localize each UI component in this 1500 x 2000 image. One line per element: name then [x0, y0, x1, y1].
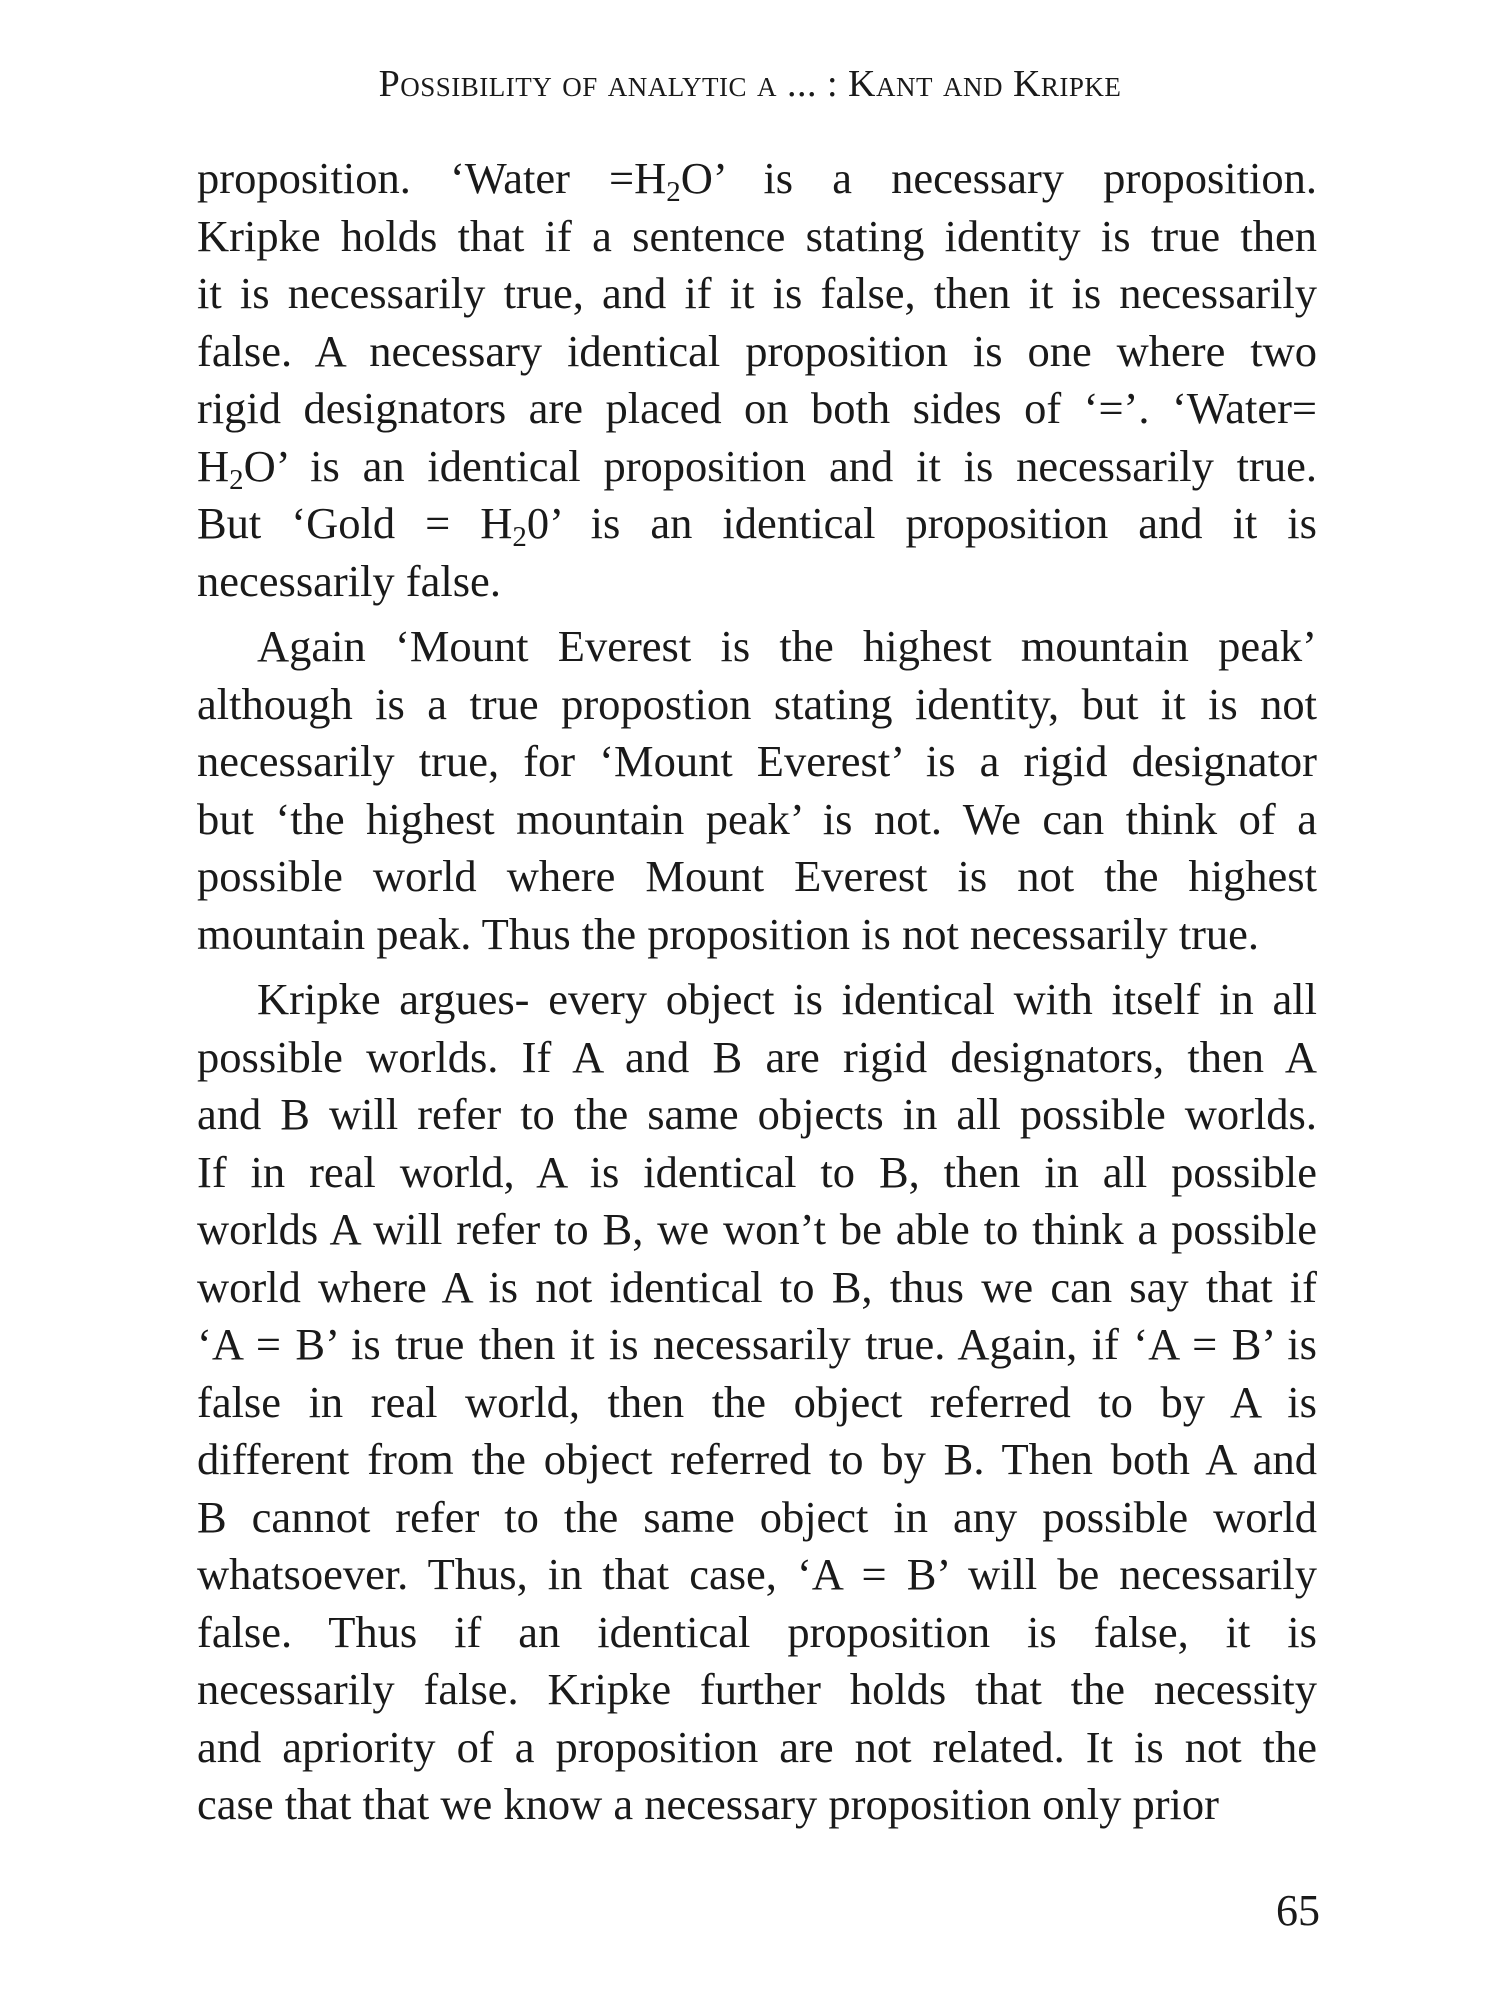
- text-line: rigid designators are placed on both sides of ‘=’. ‘Water=: [197, 383, 1317, 433]
- text-line: Kripke argues- every object is identical with itself in all: [257, 974, 1317, 1024]
- paragraph-gap: [197, 610, 1317, 618]
- text-line: If in real world, A is identical to B, then in all possible: [197, 1146, 1317, 1197]
- text-line: Kripke holds that if a sentence stating identity is true then: [197, 210, 1317, 261]
- text-line: Again ‘Mount Everest is the highest mountain peak’: [257, 621, 1317, 671]
- text-line: worlds A will refer to B, we won’t be able to think a possible: [197, 1204, 1317, 1254]
- text-line: possible worlds. If A and B are rigid designators, then A: [197, 1031, 1317, 1082]
- text-line: false in real world, then the object referred to by A is: [197, 1376, 1317, 1427]
- paragraph-gap: [197, 963, 1317, 971]
- text-line: although is a true propostion stating identity, but it is not: [197, 678, 1317, 729]
- text-line: mountain peak. Thus the proposition is not necessarily true.: [197, 908, 1260, 959]
- text-line: necessarily true, for ‘Mount Everest’ is a rigid designator: [197, 736, 1317, 786]
- paragraph: [197, 971, 1317, 1834]
- paragraph: [197, 150, 1317, 610]
- text-line: ‘A = B’ is true then it is necessarily true. Again, if ‘A = B’ is: [197, 1319, 1317, 1369]
- text-line: it is necessarily true, and if it is false, then it is necessarily: [197, 268, 1317, 318]
- text-line: But ‘Gold = $H_20$’ is an identical proposition and it is: [197, 498, 1317, 554]
- text-line: false. Thus if an identical proposition is false, it is: [197, 1606, 1317, 1657]
- text-line: different from the object referred to by B. Then both A and: [197, 1434, 1317, 1484]
- page-number: 65: [1276, 1886, 1320, 1935]
- text-line: proposition. ‘Water $=H_2O$’ is a necessary proposition.: [197, 153, 1317, 209]
- text-line: possible world where Mount Everest is not the highest: [197, 851, 1317, 901]
- text-line: and B will refer to the same objects in all possible worlds.: [197, 1089, 1317, 1139]
- text-line: whatsoever. Thus, in that case, ‘A = B’ will be necessarily: [197, 1549, 1317, 1599]
- text-line: but ‘the highest mountain peak’ is not. We can think of a: [197, 793, 1317, 844]
- paragraph: [197, 618, 1317, 963]
- text-line: necessarily false. Kripke further holds that the necessity: [197, 1664, 1317, 1714]
- text-line: necessarily false.: [197, 555, 501, 606]
- body-text: [197, 150, 1317, 1834]
- text-line: B cannot refer to the same object in any possible world: [197, 1491, 1317, 1542]
- text-line: world where A is not identical to B, thus we can say that if: [197, 1261, 1317, 1312]
- text-line: and apriority of a proposition are not related. It is not the: [197, 1721, 1317, 1772]
- text-line: false. A necessary identical proposition is one where two: [197, 325, 1317, 376]
- text-line: case that that we know a necessary proposition only prior: [197, 1779, 1219, 1829]
- text-line: $H_2O$’ is an identical proposition and it is necessarily true.: [197, 440, 1317, 496]
- running-head: Possibility of analytic a ... : Kant and Kripke: [378, 63, 1122, 105]
